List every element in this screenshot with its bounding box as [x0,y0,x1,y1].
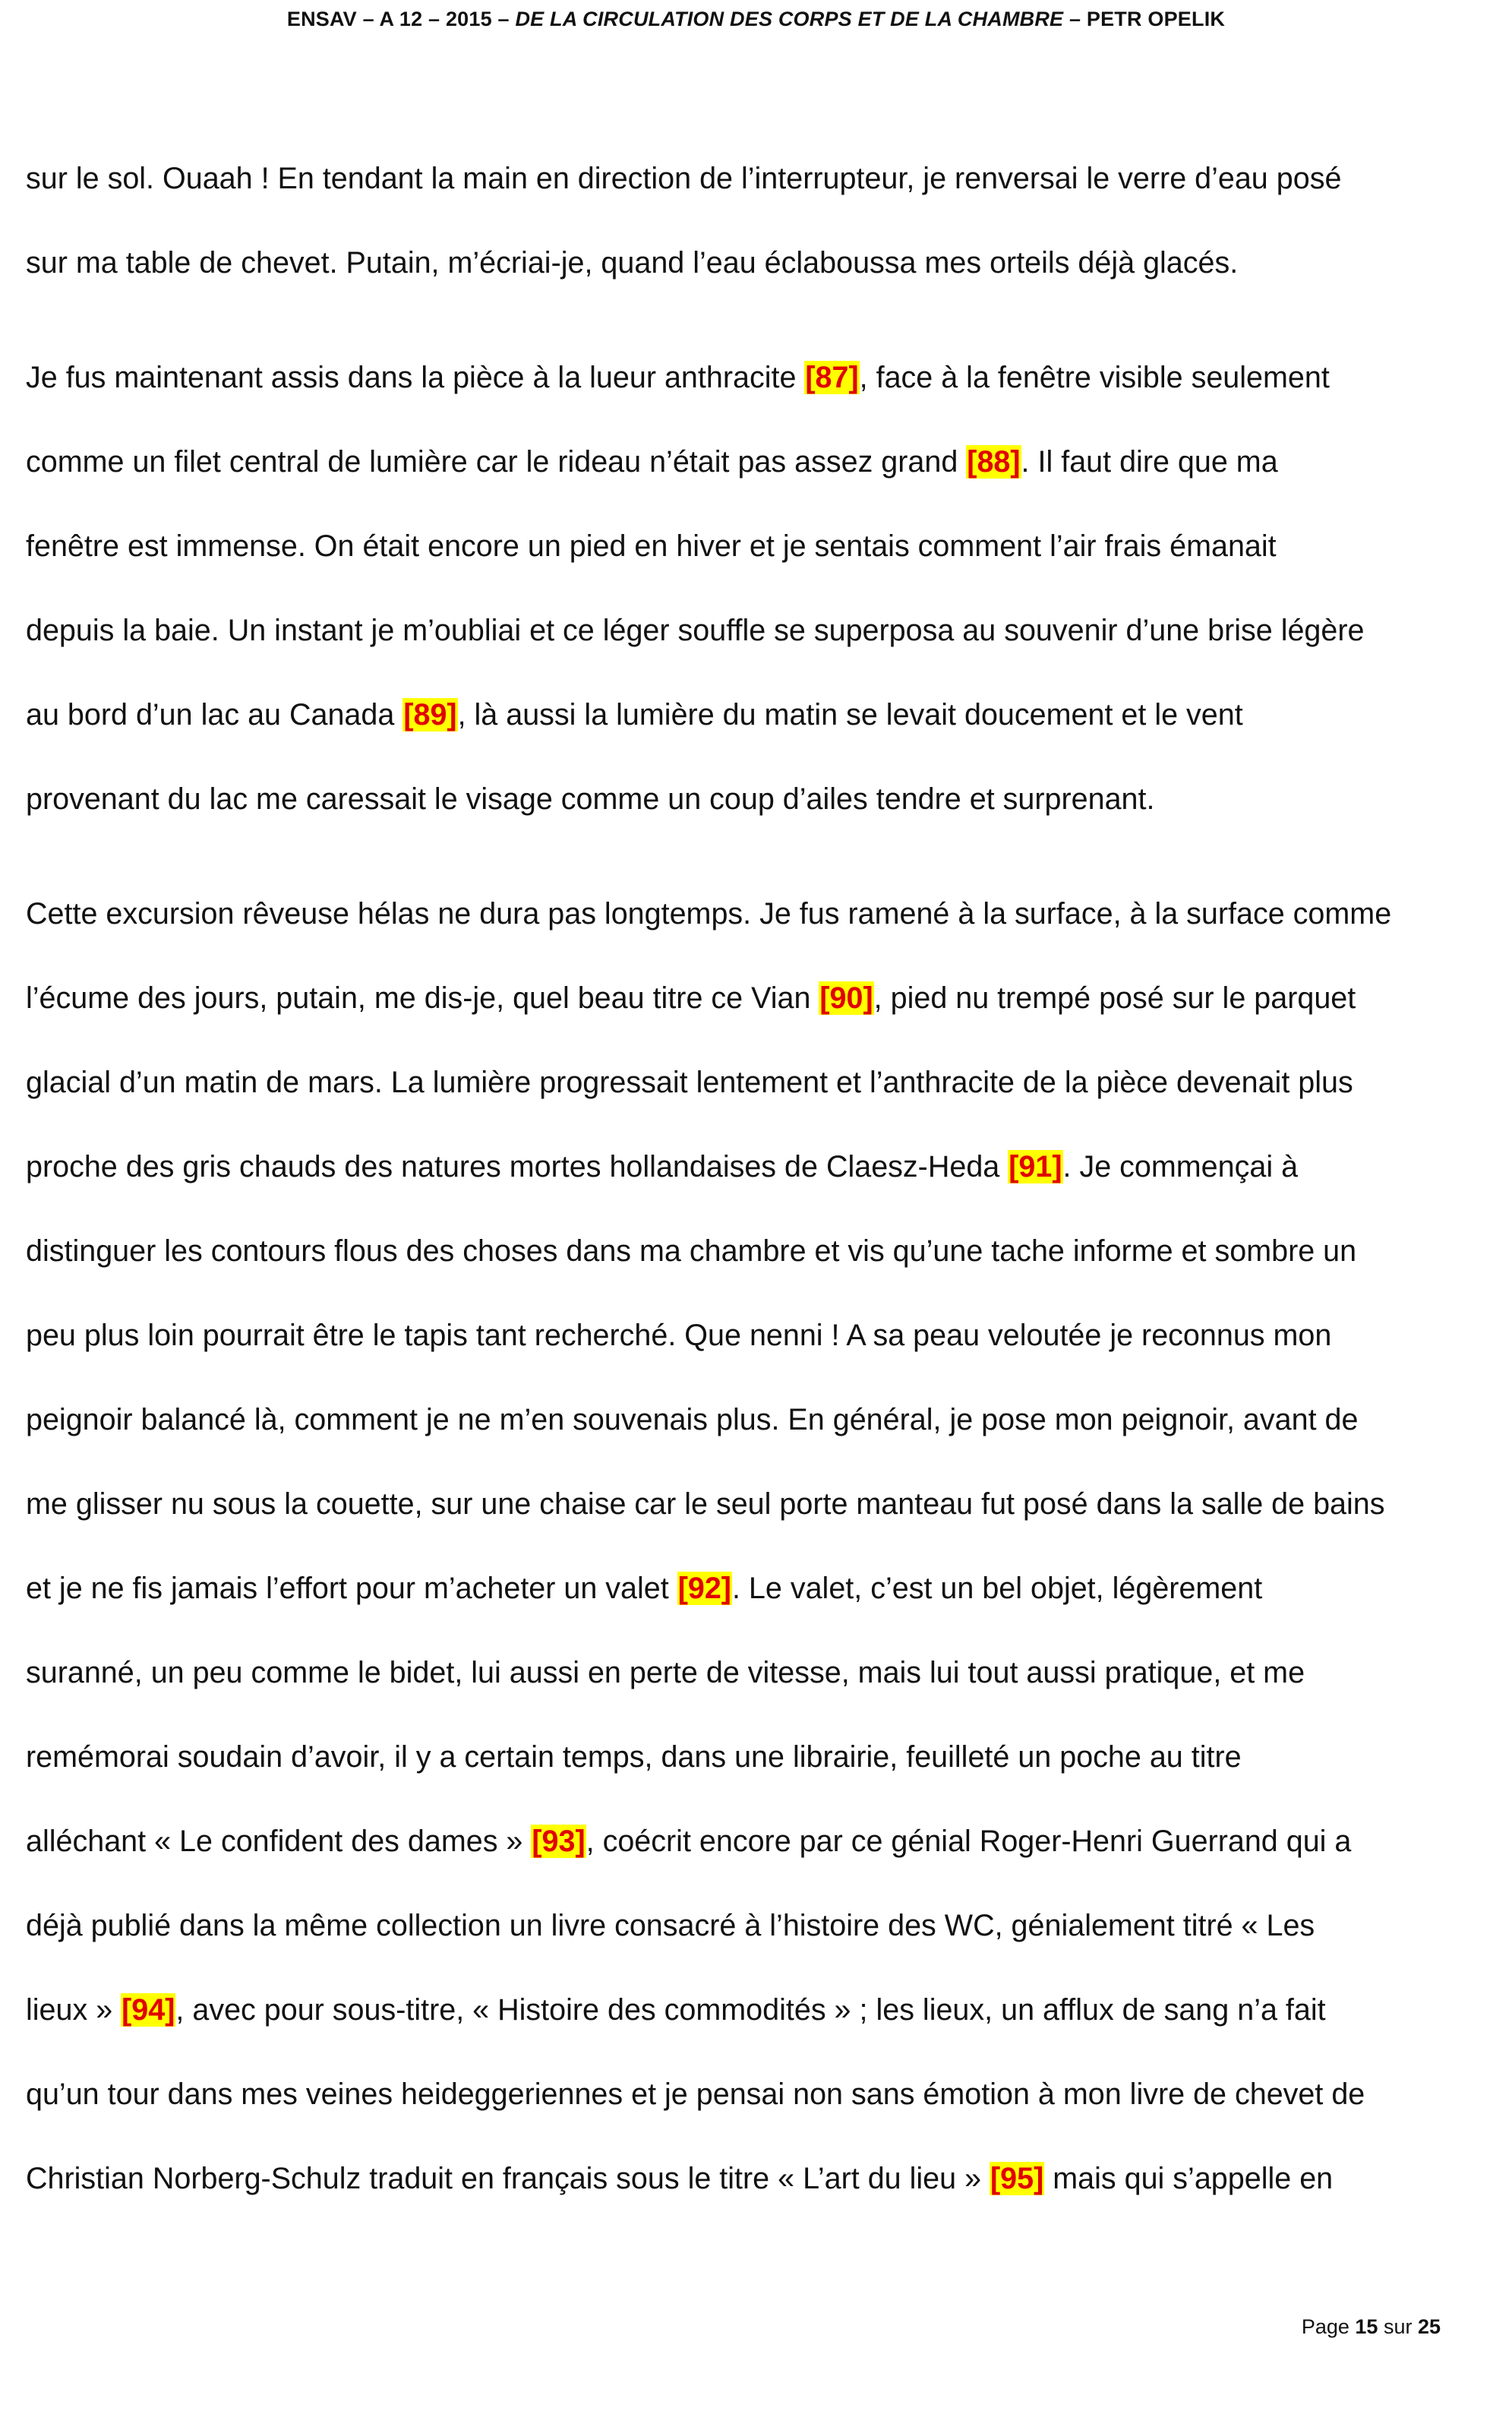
footnote-reference[interactable]: [94] [122,1993,175,2027]
text-line [26,757,1484,842]
text-segment: , coécrit encore par ce génial Roger-Henri Guerrand qui a [586,1825,1352,1858]
text-segment: déjà publié dans la même collection un livre consacré à l’histoire des WC, génialement titré « Les [26,1909,1315,1942]
header-suffix: – PETR OPELIK [1063,8,1226,30]
text-line [26,420,1484,504]
header-prefix: ENSAV – A 12 – 2015 – [286,8,516,30]
text-segment: , avec pour sous-titre, « Histoire des commodités » ; les lieux, un afflux de sang n’a fait [175,1993,1326,2027]
text-segment: sur ma table de chevet. Putain, m’écriai-je, quand l’eau éclaboussa mes orteils déjà glacés. [26,246,1239,280]
text-line [26,1715,1484,1800]
text-segment: . Je commençai à [1062,1150,1299,1183]
footer-page-label: Page [1301,2315,1356,2338]
text-segment: lieux » [26,1993,122,2027]
text-segment: , pied nu trempé posé sur le parquet [873,981,1356,1015]
footnote-reference[interactable]: [87] [805,361,859,394]
text-line [26,1800,1484,1884]
text-segment: . Le valet, c’est un bel objet, légèrement [731,1572,1263,1605]
footer-total-pages: 25 [1417,2315,1441,2338]
text-segment: Cette excursion rêveuse hélas ne dura pas longtemps. Je fus ramené à la surface, à la surface comme [26,897,1392,931]
text-segment: remémorai soudain d’avoir, il y a certain temps, dans une librairie, feuilleté un poche au titre [26,1740,1242,1774]
text-line [26,1378,1484,1462]
text-segment: peu plus loin pourrait être le tapis tant recherché. Que nenni ! A sa peau veloutée je reconnus mon [26,1319,1332,1352]
text-line [26,1041,1484,1125]
text-line [26,956,1484,1041]
text-segment: , face à la fenêtre visible seulement [859,361,1330,394]
text-line [26,1884,1484,1968]
text-segment: suranné, un peu comme le bidet, lui aussi en perte de vitesse, mais lui tout aussi pratique, et me [26,1656,1305,1689]
text-segment: depuis la baie. Un instant je m’oubliai et ce léger souffle se superposa au souvenir d’une brise légère [26,614,1365,647]
text-line [26,2052,1484,2137]
footnote-reference[interactable]: [89] [403,698,457,732]
text-segment: au bord d’un lac au Canada [26,698,403,732]
text-line [26,1125,1484,1209]
text-line [26,673,1484,757]
text-line [26,1294,1484,1378]
paragraph [26,872,1484,2221]
text-line [26,2137,1484,2221]
text-segment: et je ne fis jamais l’effort pour m’acheter un valet [26,1572,677,1605]
document-body [26,137,1484,2251]
header-title: DE LA CIRCULATION DES CORPS ET DE LA CHAMBRE [515,8,1064,30]
text-segment: me glisser nu sous la couette, sur une chaise car le seul porte manteau fut posé dans la salle de bains [26,1487,1385,1521]
text-segment: distinguer les contours flous des choses dans ma chambre et vis qu’une tache informe et sombre un [26,1234,1357,1268]
text-segment: peignoir balancé là, comment je ne m’en souvenais plus. En général, je pose mon peignoir, avant de [26,1403,1359,1436]
text-line [26,504,1484,589]
text-segment: fenêtre est immense. On était encore un pied en hiver et je sentais comment l’air frais émanait [26,529,1277,563]
footnote-reference[interactable]: [90] [819,981,873,1015]
text-segment: provenant du lac me caressait le visage comme un coup d’ailes tendre et surprenant. [26,782,1155,816]
text-line [26,1547,1484,1631]
page-footer [1302,2315,1441,2339]
footnote-reference[interactable]: [88] [967,445,1021,479]
text-line [26,336,1484,420]
text-segment: proche des gris chauds des natures mortes hollandaises de Claesz-Heda [26,1150,1009,1183]
footnote-reference[interactable]: [91] [1009,1150,1062,1183]
text-segment: mais qui s’appelle en [1044,2162,1334,2195]
page-header [0,8,1512,31]
text-segment: alléchant « Le confident des dames » [26,1825,532,1858]
text-line [26,221,1484,305]
text-segment: qu’un tour dans mes veines heideggeriennes et je pensai non sans émotion à mon livre de chevet de [26,2078,1365,2111]
text-line [26,1968,1484,2052]
text-segment: glacial d’un matin de mars. La lumière progressait lentement et l’anthracite de la pièce devenait plus [26,1066,1353,1099]
footnote-reference[interactable]: [93] [532,1825,586,1858]
text-segment: . Il faut dire que ma [1021,445,1278,479]
text-line [26,589,1484,673]
paragraph [26,137,1484,305]
text-line [26,137,1484,221]
footnote-reference[interactable]: [92] [677,1572,731,1605]
text-segment: Je fus maintenant assis dans la pièce à la lueur anthracite [26,361,805,394]
text-segment: Christian Norberg-Schulz traduit en français sous le titre « L’art du lieu » [26,2162,990,2195]
text-segment: , là aussi la lumière du matin se levait doucement et le vent [457,698,1243,732]
text-line [26,1462,1484,1547]
text-segment: sur le sol. Ouaah ! En tendant la main en direction de l’interrupteur, je renversai le verre d’eau posé [26,162,1342,195]
text-line [26,1631,1484,1715]
text-segment: comme un filet central de lumière car le rideau n’était pas assez grand [26,445,967,479]
footnote-reference[interactable]: [95] [990,2162,1044,2195]
text-line [26,1209,1484,1294]
text-line [26,872,1484,956]
footer-of-label: sur [1378,2315,1418,2338]
text-segment: l’écume des jours, putain, me dis-je, quel beau titre ce Vian [26,981,819,1015]
footer-current-page: 15 [1355,2315,1378,2338]
paragraph [26,336,1484,842]
